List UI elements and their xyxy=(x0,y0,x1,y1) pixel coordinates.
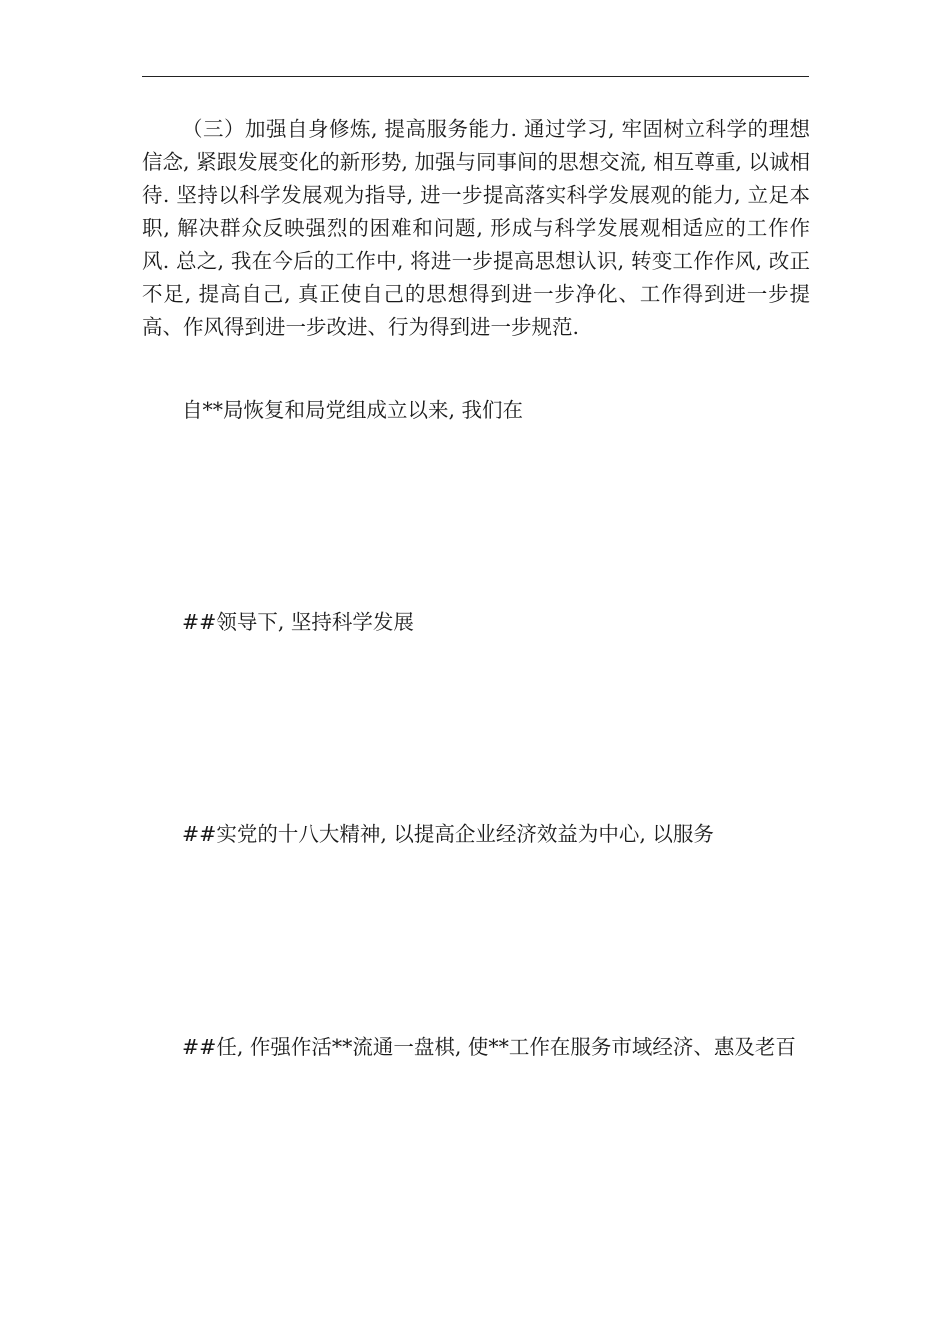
paragraph-1: （三）加强自身修炼, 提高服务能力. 通过学习, 牢固树立科学的理想信念, 紧跟发展变化的新形势, 加强与同事间的思想交流, 相互尊重, 以诚相待. 坚持以科学发展观为指导, 进一步提高落实科学发展观的能力, 立足本职, 解决群众反映强烈的困难和问题, 形成与科学发展观相适应的工作作风. 总之, 我在今后的工作中, 将进一步提高思想认识, 转变工作作风, 改正不足, 提高自己, 真正使自己的思想得到进一步净化、工作得到进一步提高、作风得到进一步改进、行为得到进一步规范. xyxy=(142,117,810,339)
header-rule xyxy=(142,76,809,77)
paragraph-2: 自**局恢复和局党组成立以来, 我们在 xyxy=(182,398,524,422)
paragraph-3: ##领导下, 坚持科学发展 xyxy=(182,610,414,634)
paragraph-4: ##实党的十八大精神, 以提高企业经济效益为中心, 以服务 xyxy=(182,822,714,846)
paragraph-5: ##任, 作强作活**流通一盘棋, 使**工作在服务市域经济、惠及老百 xyxy=(182,1035,796,1059)
